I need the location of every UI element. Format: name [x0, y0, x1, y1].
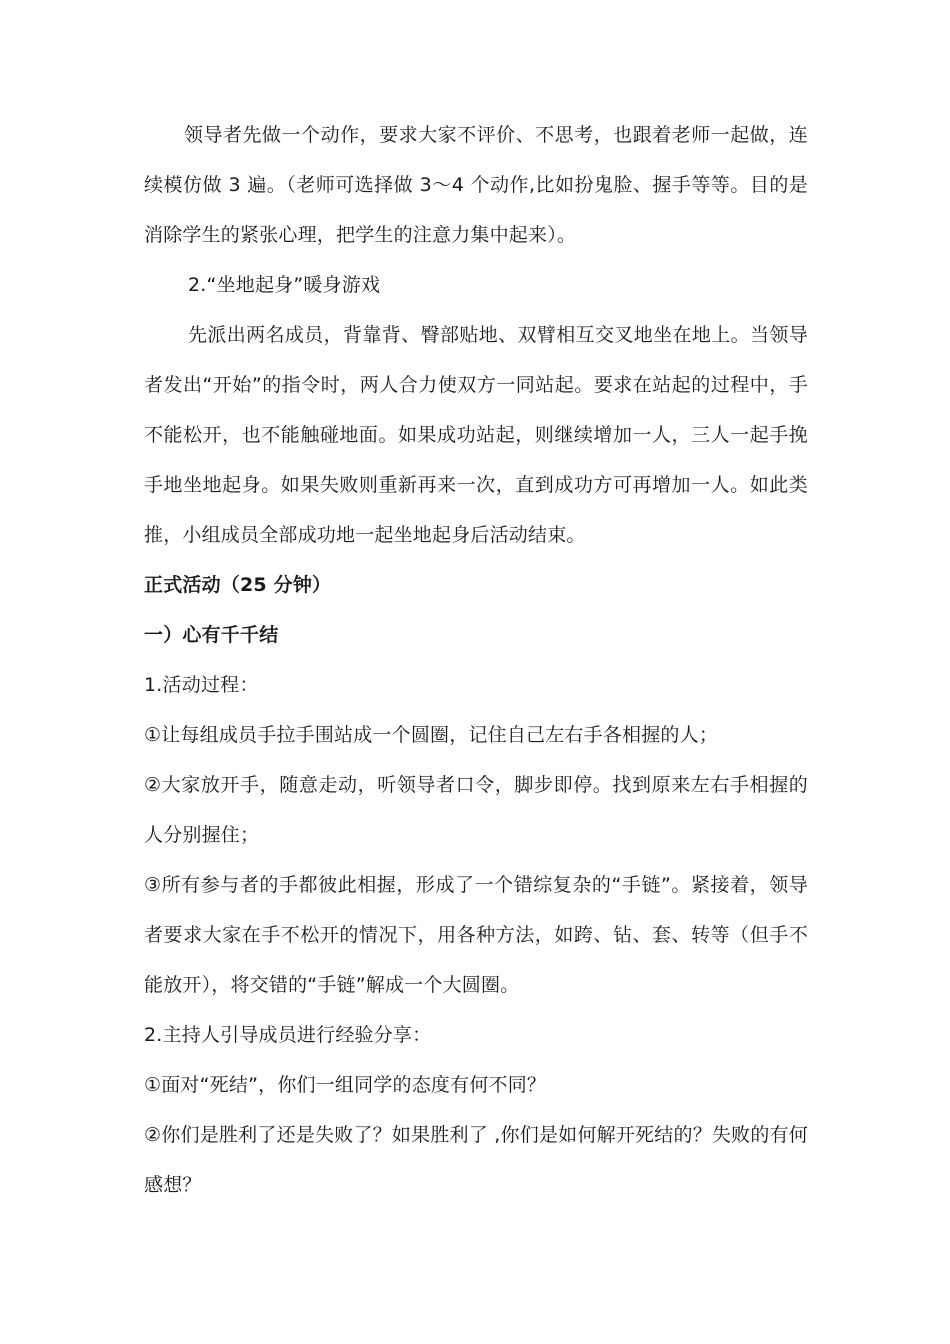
step-item: ③所有参与者的手都彼此相握，形成了一个错综复杂的“手链”。紧接着，领导者要求大家在手不松开的情况下，用各种方法，如跨、钻、套、转等（但手不能放开），将交错的“手链”解成一个大圆圈。 [144, 874, 808, 996]
share-heading: 2.主持人引导成员进行经验分享： [144, 1024, 432, 1046]
question-item: ②你们是胜利了还是失败了？如果胜利了 ,你们是如何解开死结的？失败的有何感想？ [144, 1124, 808, 1196]
step-item: ①让每组成员手拉手围站成一个圆圈，记住自己左右手各相握的人； [144, 724, 719, 746]
intro-paragraph: 领导者先做一个动作，要求大家不评价、不思考，也跟着老师一起做，连续模仿做 3 遍。（老师可选择做 3～4 个动作,比如扮鬼脸、握手等等。目的是消除学生的紧张心理，把学生的注意力集中起来）。 [144, 124, 808, 246]
step-item: ②大家放开手，随意走动，听领导者口令，脚步即停。找到原来左右手相握的人分别握住； [144, 774, 808, 846]
section-heading: 一）心有千千结 [144, 624, 279, 646]
formal-activity-heading: 正式活动（25 分钟） [144, 574, 332, 596]
warmup-paragraph: 先派出两名成员，背靠背、臀部贴地、双臂相互交叉地坐在地上。当领导者发出“开始”的指令时，两人合力使双方一同站起。要求在站起的过程中，手不能松开，也不能触碰地面。如果成功站起，则继续增加一人，三人一起手挽手地坐地起身。如果失败则重新再来一次，直到成功方可再增加一人。如此类推，小组成员全部成功地一起坐地起身后活动结束。 [144, 324, 808, 546]
document-page [144, 110, 808, 1210]
warmup-heading: 2.“坐地起身”暖身游戏 [188, 274, 381, 296]
question-item: ①面对“死结”，你们一组同学的态度有何不同？ [144, 1074, 547, 1096]
process-heading: 1.活动过程： [144, 674, 259, 696]
